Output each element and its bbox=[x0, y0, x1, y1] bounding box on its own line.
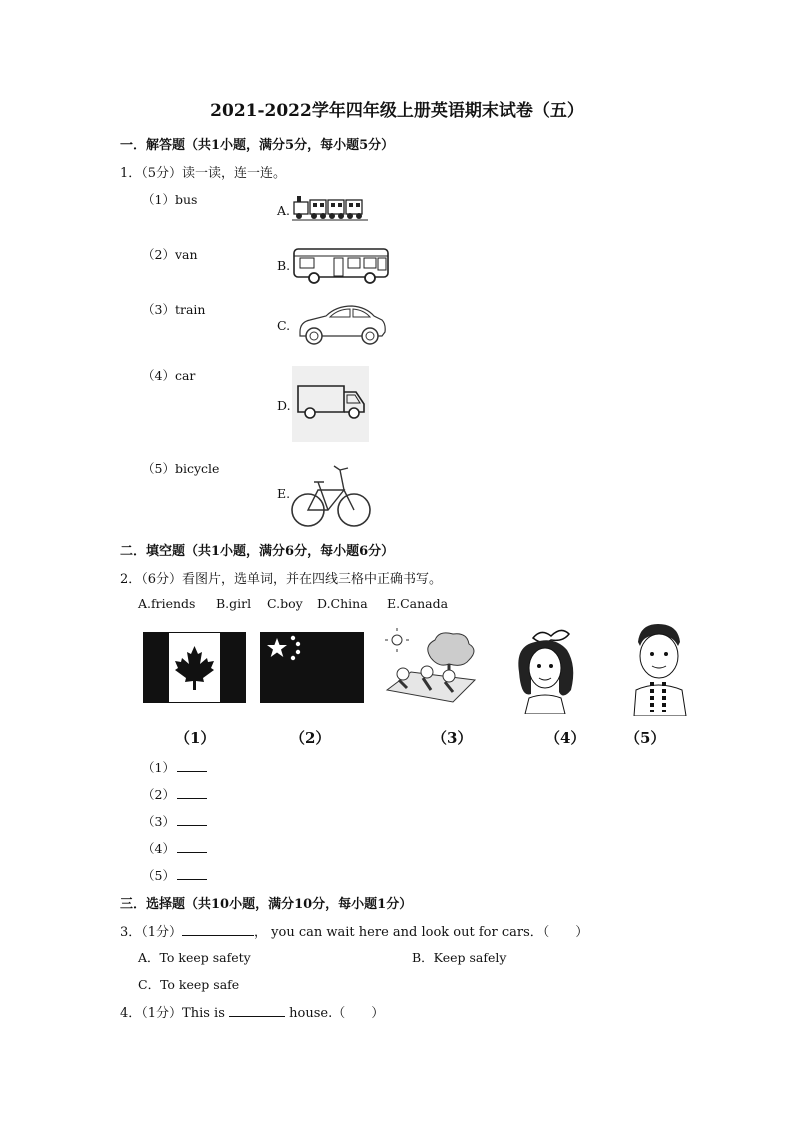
choice-b: B.girl bbox=[216, 596, 252, 611]
image-number-5: （5） bbox=[625, 729, 666, 747]
image-number-2: （2） bbox=[290, 729, 331, 747]
answer-blank-1[interactable] bbox=[177, 759, 207, 772]
question-4-stem bbox=[120, 1002, 384, 1021]
picture-label-e: E. bbox=[277, 486, 291, 501]
q3-option-a[interactable]: A．To keep safety bbox=[138, 950, 251, 965]
friends-picnic-picture bbox=[383, 628, 481, 708]
choice-e: E.Canada bbox=[387, 596, 449, 611]
word-item-2: （2）van bbox=[142, 247, 198, 262]
choice-c: C.boy bbox=[267, 596, 303, 611]
question-3-suffix: ， you can wait here and look out for cars．（ ） bbox=[254, 925, 589, 940]
canada-flag-picture bbox=[143, 632, 246, 703]
van-picture bbox=[292, 366, 369, 442]
answer-blank-2[interactable] bbox=[177, 786, 207, 799]
answer-blank-3[interactable] bbox=[177, 813, 207, 826]
picture-label-d: D. bbox=[277, 398, 291, 413]
choice-a: A.friends bbox=[138, 596, 196, 611]
question-3-blank[interactable] bbox=[182, 923, 254, 936]
question-3-stem bbox=[120, 921, 588, 940]
section-3-heading: 三．选择题（共10小题，满分10分，每小题1分） bbox=[120, 897, 413, 912]
question-4-suffix: house.（ ） bbox=[289, 1006, 385, 1021]
image-number-4: （4） bbox=[545, 729, 586, 747]
question-2-stem: 2．（6分）看图片，选单词，并在四线三格中正确书写。 bbox=[120, 572, 443, 587]
picture-label-a: A. bbox=[277, 203, 291, 218]
bicycle-picture bbox=[288, 460, 376, 530]
answer-row-3 bbox=[142, 812, 207, 830]
answer-row-5 bbox=[142, 866, 207, 884]
choice-d: D.China bbox=[317, 596, 368, 611]
question-1-stem: 1．（5分）读一读，连一连。 bbox=[120, 166, 287, 181]
answer-row-4 bbox=[142, 839, 207, 857]
girl-picture bbox=[511, 620, 581, 714]
word-item-1: （1）bus bbox=[142, 192, 198, 207]
answer-label-2: （2） bbox=[142, 787, 175, 802]
q3-option-b[interactable]: B．Keep safely bbox=[412, 950, 507, 965]
image-number-1: （1） bbox=[175, 729, 216, 747]
word-item-5: （5）bicycle bbox=[142, 461, 220, 476]
picture-label-c: C. bbox=[277, 318, 291, 333]
section-1-heading: 一．解答题（共1小题，满分5分，每小题5分） bbox=[120, 138, 395, 153]
image-number-3: （3） bbox=[432, 729, 473, 747]
bus-picture bbox=[292, 244, 392, 286]
section-2-heading: 二．填空题（共1小题，满分6分，每小题6分） bbox=[120, 544, 395, 559]
answer-row-2 bbox=[142, 785, 207, 803]
page-title: 2021-2022学年四年级上册英语期末试卷（五） bbox=[210, 101, 584, 121]
question-4-blank[interactable] bbox=[229, 1004, 285, 1017]
answer-label-5: （5） bbox=[142, 868, 175, 883]
answer-row-1 bbox=[142, 758, 207, 776]
answer-label-1: （1） bbox=[142, 760, 175, 775]
word-item-3: （3）train bbox=[142, 302, 206, 317]
picture-label-b: B. bbox=[277, 258, 291, 273]
van-picture-frame bbox=[292, 366, 369, 442]
train-picture bbox=[292, 192, 370, 222]
question-3-prefix: 3．（1分） bbox=[120, 925, 183, 940]
q3-option-c[interactable]: C．To keep safe bbox=[138, 977, 240, 992]
word-item-4: （4）car bbox=[142, 368, 196, 383]
answer-blank-5[interactable] bbox=[177, 867, 207, 880]
car-picture bbox=[296, 298, 388, 350]
question-4-prefix: 4．（1分）This is bbox=[120, 1006, 225, 1021]
answer-blank-4[interactable] bbox=[177, 840, 207, 853]
answer-label-3: （3） bbox=[142, 814, 175, 829]
boy-picture bbox=[626, 620, 690, 716]
answer-label-4: （4） bbox=[142, 841, 175, 856]
china-flag-picture bbox=[260, 632, 364, 703]
